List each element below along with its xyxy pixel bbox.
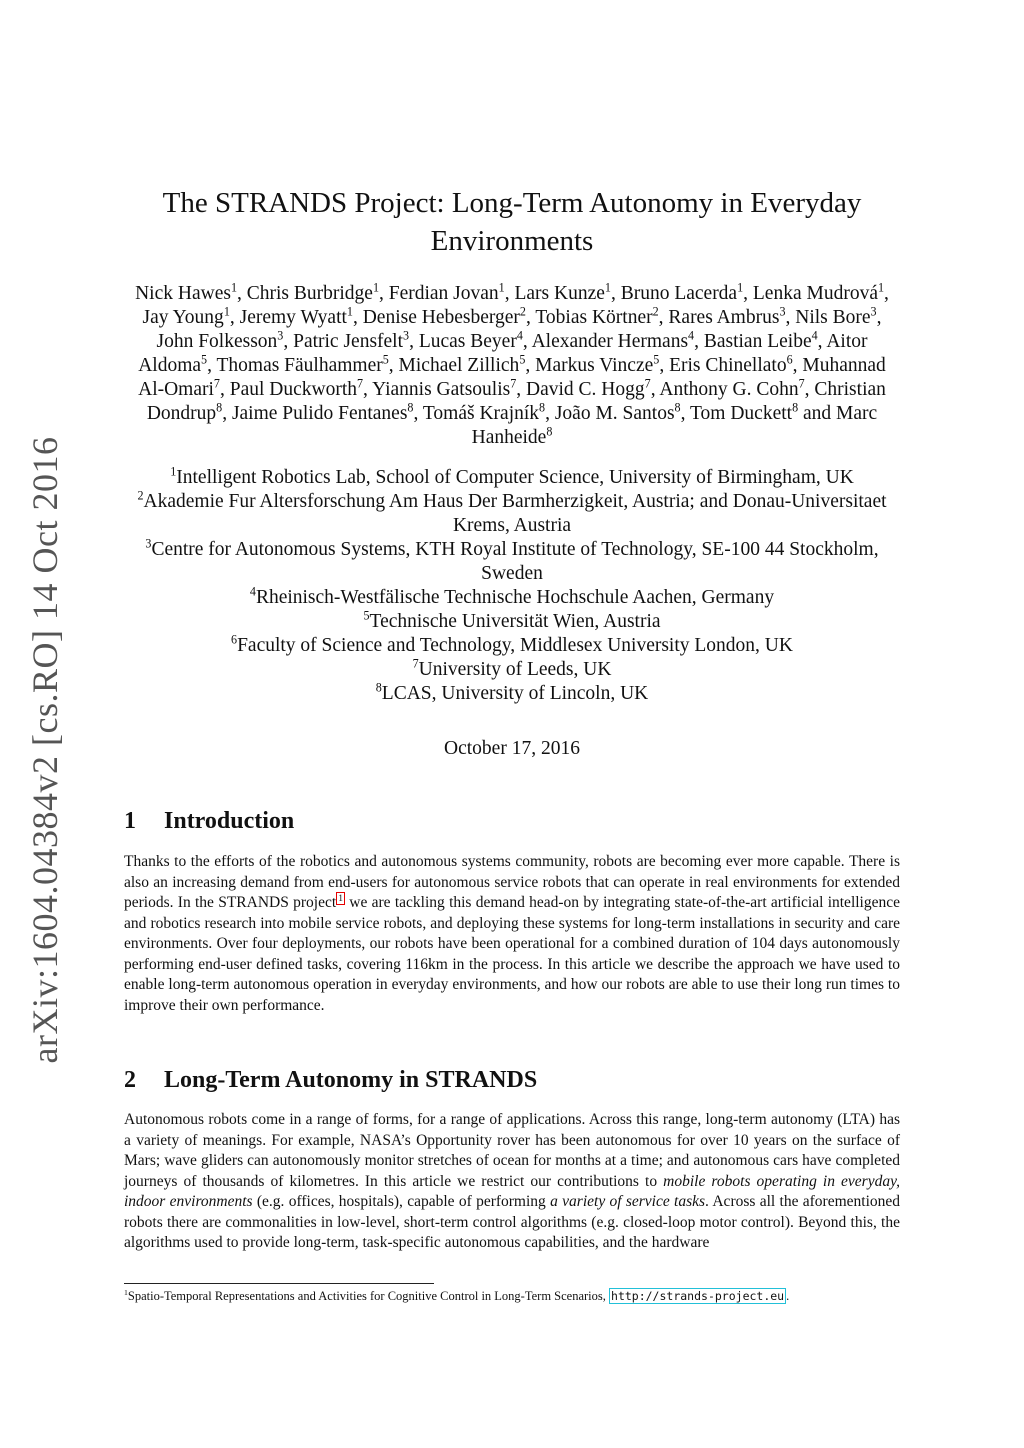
author-affiliation-mark: 3 [870,304,877,319]
affiliation-number: 7 [412,656,419,671]
author-conjunction: and [803,403,832,424]
author-name: David C. Hogg [526,379,645,400]
affiliation [124,586,900,610]
author-name: Jeremy Wyatt [239,307,347,328]
author [669,352,793,376]
affiliation [124,634,900,658]
author-affiliation-mark: 8 [674,400,681,415]
author-name: Denise Hebesberger [362,307,520,328]
author-affiliation-mark: 4 [516,328,523,343]
author-name: Nick Hawes [135,283,231,304]
affiliation [124,682,900,706]
author-name: Christian Dondrup [146,379,886,424]
section-number: 1 [124,808,136,834]
author-name: Jaime Pulido Fentanes [231,403,408,424]
footnote-divider [124,1283,434,1284]
author-affiliation-mark: 1 [223,304,230,319]
footnote-text: Spatio-Temporal Representations and Activities for Cognitive Control in Long-Term Scenarios, [127,1289,610,1303]
author [531,328,695,352]
author-name: Anthony G. Cohn [659,379,799,400]
author-affiliation-mark: 5 [201,352,208,367]
affiliation-text: Technische Universität Wien, Austria [369,611,661,632]
author-affiliation-mark: 2 [652,304,659,319]
author-name: Muhannad Al-Omari [138,355,886,400]
author-affiliation-mark: 8 [216,400,223,415]
author-name: Paul Duckworth [229,379,357,400]
author-affiliation-mark: 1 [737,280,744,295]
affiliation-number: 3 [145,536,152,551]
author [372,376,517,400]
author [514,280,611,304]
author-affiliation-mark: 1 [877,280,885,295]
section-title: Introduction [164,808,295,834]
author-affiliation-mark: 7 [644,376,651,391]
author-affiliation-mark: 6 [786,352,793,367]
author-name: Tomáš Krajník [422,403,540,424]
author-name: Marc Hanheide [471,403,878,448]
author-affiliation-mark: 8 [792,400,799,415]
author-affiliation-mark: 2 [519,304,526,319]
section-heading-introduction [124,808,294,835]
author-name: Markus Vincze [535,355,654,376]
lta-text-2: (e.g. offices, hospitals), capable of performing [252,1193,551,1210]
footnote-end: . [786,1289,790,1303]
affiliation-text: Akademie Fur Altersforschung Am Haus Der Barmherzigkeit, Austria; and Donau-Universitaet Krems, Austria [143,491,887,536]
affiliation [124,466,900,490]
affiliation [124,490,900,538]
author [554,400,681,424]
footnote-number: 1 [124,1287,128,1297]
affiliation [124,658,900,682]
author [752,280,885,304]
author-name: Bruno Lacerda [620,283,738,304]
footnote-ref-link[interactable]: 1 [338,892,343,904]
affiliation-text: LCAS, University of Lincoln, UK [381,683,649,704]
author [620,280,744,304]
author-name: Aitor Aldoma [138,331,868,376]
author-affiliation-mark: 5 [653,352,660,367]
intro-text-2: we are tackling this demand head-on by integrating state-of-the-art artificial intelligence and robotics research into mobile service robots, and deploying these systems for long-term installations in security and care environments. Over four deployments, our robots have been operational for a combined duration of 104 days autonomously performing end-user defined tasks, covering 116km in the process. In this article we describe the approach we have used to enable long-term autonomous operation in everyday environments, and how our robots are able to use their long run times to improve their own performance. [124,894,900,1014]
author-affiliation-mark: 8 [539,400,546,415]
introduction-paragraph [124,852,900,1016]
author [535,304,659,328]
author [388,280,505,304]
author [703,328,818,352]
author [659,376,805,400]
author [293,328,410,352]
affiliation-number: 2 [137,488,144,503]
section-title: Long-Term Autonomy in STRANDS [164,1067,538,1093]
author-affiliation-mark: 8 [546,424,553,439]
affiliation [124,538,900,586]
author [135,280,237,304]
author-name: Patric Jensfelt [293,331,404,352]
author-name: Tobias Körtner [535,307,653,328]
author [418,328,523,352]
author-name: Nils Bore [795,307,871,328]
affiliation [124,610,900,634]
author-name: João M. Santos [554,403,675,424]
affiliation-text: Rheinisch-Westfälische Technische Hochschule Aachen, Germany [255,587,775,608]
affiliation-list [124,466,900,706]
author-name: Lucas Beyer [418,331,517,352]
author-affiliation-mark: 1 [372,280,379,295]
author-name: Yiannis Gatsoulis [372,379,511,400]
affiliation-text: Intelligent Robotics Lab, School of Computer Science, University of Birmingham, UK [176,467,854,488]
author [668,304,786,328]
author-affiliation-mark: 7 [357,376,364,391]
author-name: Bastian Leibe [703,331,812,352]
affiliation-number: 6 [231,632,238,647]
author-affiliation-mark: 1 [604,280,611,295]
author-affiliation-mark: 5 [382,352,389,367]
lta-text-1: Autonomous robots come in a range of forms, for a range of applications. Across this range, long-term autonomy (LTA) has a variety of meanings. For example, NASA’s Opportunity rover has been autonomous for over 10 years on the surface of Mars; wave gliders can autonomously monitor stretches of ocean for months at a time; and autonomous cars have completed journeys of thousands of kilometres. In this article we restrict our contributions to [124,1111,900,1190]
author-list: Nick Hawes$^1$, Chris Burbridge$^1$, Ferdian Jovan$^1$, Lars Kunze$^1$, Bruno Lacerda$^1$, Lenka Mudrová$^1$, Jay Young$^1$, Jeremy Wyatt$^1$, Denise Hebesberger$^2$, Tobias Körtner$^2$, Rares Ambrus$^3$, Nils Bore$^3$, John Folkesson$^3$, Patric Jensfelt$^3$, Lucas Beyer$^4$, Alexander Hermans$^4$, Bastian Leibe$^4$, Aitor Aldoma$^5$, Thomas Fäulhammer$^5$, Michael Zillich$^5$, Markus Vincze$^5$, Eris Chinellato$^6$, Muhannad Al-Omari$^7$, Paul Duckworth$^7$, Yiannis Gatsoulis$^7$, David C. Hogg$^7$, Anthony G. Cohn$^7$, Christian Dondrup$^8$, Jaime Pulido Fentanes$^8$, Tomáš Krajník$^8$, João M. Santos$^8$, Tom Duckett$^8$ and Marc Hanheide$^8$ [135,280,889,448]
footnote [124,1288,900,1305]
paper-title: The STRANDS Project: Long-Term Autonomy in Everyday Environments [162,187,862,257]
intro-text-1: Thanks to the efforts of the robotics and autonomous systems community, robots are becoming ever more capable. There is also an increasing demand from end-users for autonomous service robots that can operate in real environments for extended periods. In the STRANDS project [124,853,900,911]
affiliation-text: Faculty of Science and Technology, Middlesex University London, UK [237,635,793,656]
author [535,352,660,376]
author [156,328,284,352]
author-affiliation-mark: 3 [277,328,284,343]
author-affiliation-mark: 1 [498,280,505,295]
author-name: Jay Young [142,307,224,328]
affiliation-number: 8 [375,680,382,695]
author-affiliation-mark: 7 [213,376,220,391]
arxiv-identifier: arXiv:1604.04384v2 [cs.RO] 14 Oct 2016 [25,436,65,1064]
author-name: Lars Kunze [514,283,605,304]
lta-paragraph [124,1110,900,1254]
affiliation-number: 4 [249,584,256,599]
affiliation-number: 1 [170,464,177,479]
affiliation-text: Centre for Autonomous Systems, KTH Royal Institute of Technology, SE-100 44 Stockholm, Sweden [151,539,879,584]
author-name: Tom Duckett [690,403,793,424]
lta-emphasis-2: a variety of service tasks [550,1193,706,1210]
affiliation-number: 5 [363,608,370,623]
author-affiliation-mark: 1 [230,280,237,295]
author-affiliation-mark: 8 [407,400,414,415]
author [216,352,389,376]
section-heading-long-term-autonomy [124,1067,537,1094]
author-affiliation-mark: 4 [811,328,818,343]
section-number: 2 [124,1067,136,1093]
lta-emphasis-1: mobile robots operating in everyday, indoor environments [124,1172,900,1210]
author-name: Lenka Mudrová [752,283,878,304]
author-name: Michael Zillich [398,355,520,376]
author-affiliation-mark: 7 [510,376,517,391]
footnote-url-link[interactable]: http://strands-project.eu [611,1289,785,1303]
author-name: Rares Ambrus [668,307,780,328]
author-affiliation-mark: 5 [519,352,526,367]
author-name: Eris Chinellato [669,355,787,376]
author [795,304,877,328]
author [422,400,546,424]
author-name: Ferdian Jovan [388,283,499,304]
author [246,280,379,304]
author [229,376,364,400]
author-name: Thomas Fäulhammer [216,355,383,376]
author-name: Alexander Hermans [531,331,689,352]
publication-date: October 17, 2016 [444,738,580,759]
affiliation-text: University of Leeds, UK [418,659,612,680]
author-affiliation-mark: 7 [798,376,805,391]
author [239,304,353,328]
author [526,376,651,400]
author-name: Chris Burbridge [246,283,373,304]
author-affiliation-mark: 4 [688,328,695,343]
author [142,304,230,328]
author-name: John Folkesson [156,331,278,352]
author-affiliation-mark: 3 [779,304,786,319]
lta-text-3: . Across all the aforementioned robots there are commonalities in low-level, short-term control algorithms (e.g. closed-loop motor control). Beyond this, the algorithms used to provide long-term, task-specific autonomous capabilities, and the hardware [124,1193,901,1251]
author [231,400,414,424]
author [398,352,526,376]
author [362,304,526,328]
author [690,400,799,424]
author-affiliation-mark: 1 [346,304,353,319]
author-affiliation-mark: 3 [403,328,410,343]
